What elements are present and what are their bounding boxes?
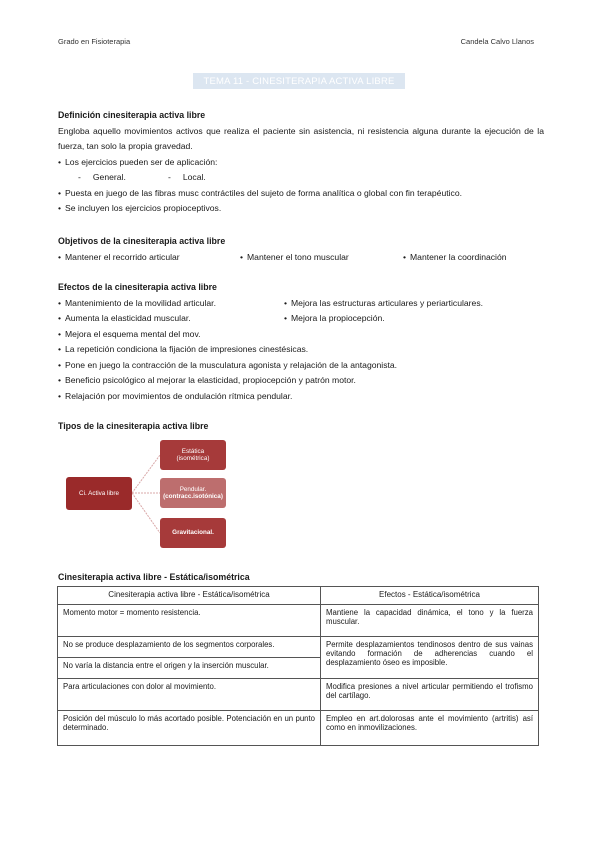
diagram-gravitacional: Gravitacional. xyxy=(160,518,226,548)
table-cell: Posición del músculo lo más acortado posible. Potenciación en un punto determinado. xyxy=(58,711,321,746)
definicion-text: Engloba aquello movimientos activos que realiza el paciente sin asistencia, ni resistencia alguna durante la ejecución de la fuerza, tan solo la propia gravedad. xyxy=(58,125,544,151)
objetivo-item: • Mantener la coordinación xyxy=(403,250,507,266)
table-header-row xyxy=(58,587,539,605)
sub-general: - General. xyxy=(78,170,168,186)
definicion-bullet-2: • Puesta en juego de las fibras musc contráctiles del sujeto de forma analítica o global con fin terapéutico. xyxy=(58,186,544,202)
header-right: Candela Calvo Llanos xyxy=(460,37,534,46)
efectos-heading: Efectos de la cinesiterapia activa libre xyxy=(58,282,217,292)
estatica-heading: Cinesiterapia activa libre - Estática/isométrica xyxy=(58,572,250,582)
efecto-item: • Aumenta la elasticidad muscular. xyxy=(58,311,284,327)
table-row xyxy=(58,605,539,637)
definicion-bullet-3: • Se incluyen los ejercicios propioceptivos. xyxy=(58,201,544,217)
page-title: TEMA 11 - CINESITERAPIA ACTIVA LIBRE xyxy=(193,73,405,89)
efecto-item: • Mejora las estructuras articulares y periarticulares. xyxy=(284,296,483,312)
definicion-section xyxy=(58,108,544,217)
table-cell: No varía la distancia entre el origen y la inserción muscular. xyxy=(58,658,321,679)
table-cell: No se produce desplazamiento de los segmentos corporales. xyxy=(58,637,321,658)
objetivo-item: • Mantener el recorrido articular xyxy=(58,250,240,266)
definicion-subitems xyxy=(58,170,544,186)
table-cell: Mantiene la capacidad dinámica, el tono y la fuerza muscular. xyxy=(321,605,539,637)
table-cell: Para articulaciones con dolor al movimiento. xyxy=(58,679,321,711)
efecto-item: • La repetición condiciona la fijación de impresiones cinestésicas. xyxy=(58,342,544,358)
diagram-root: Ci. Activa libre xyxy=(66,477,132,510)
table-cell: Permite desplazamientos tendinosos dentro de sus vainas evitando formación de adherencias cuando el desplazamiento óseo es imposible. xyxy=(321,637,539,679)
definicion-heading: Definición cinesiterapia activa libre xyxy=(58,110,206,120)
efectos-section xyxy=(58,280,544,404)
table-cell: Modifica presiones a nivel articular permitiendo el trofismo del cartílago. xyxy=(321,679,539,711)
efecto-item: • Mejora la propiocepción. xyxy=(284,311,385,327)
diagram-estatica: Estática (isométrica) xyxy=(160,440,226,470)
efecto-item: • Pone en juego la contracción de la musculatura agonista y relajación de la antagonista. xyxy=(58,358,544,374)
objetivos-heading: Objetivos de la cinesiterapia activa libre xyxy=(58,236,226,246)
efecto-item: • Beneficio psicológico al mejorar la elasticidad, propiocepción y patrón motor. xyxy=(58,373,544,389)
table-row xyxy=(58,711,539,746)
efecto-item: • Mejora el esquema mental del mov. xyxy=(58,327,544,343)
estatica-table xyxy=(57,586,539,746)
efecto-item: • Mantenimiento de la movilidad articular. xyxy=(58,296,284,312)
table-cell: Empleo en art.dolorosas ante el movimiento (artritis) así como en inmovilizaciones. xyxy=(321,711,539,746)
tipos-section xyxy=(58,419,544,435)
sub-local: - Local. xyxy=(168,170,258,186)
tipos-diagram xyxy=(58,440,258,552)
efecto-item: • Relajación por movimientos de ondulación rítmica pendular. xyxy=(58,389,544,405)
tipos-heading: Tipos de la cinesiterapia activa libre xyxy=(58,421,209,431)
definicion-bullet-1: • Los ejercicios pueden ser de aplicación: xyxy=(58,155,544,171)
objetivo-item: • Mantener el tono muscular xyxy=(240,250,403,266)
header-left: Grado en Fisioterapia xyxy=(58,37,131,46)
estatica-section xyxy=(58,570,544,586)
table-header: Efectos - Estática/isométrica xyxy=(321,587,539,605)
table-header: Cinesiterapia activa libre - Estática/isométrica xyxy=(58,587,321,605)
diagram-pendular: Pendular. (contracc.isotónica) xyxy=(160,478,226,508)
table-row xyxy=(58,679,539,711)
objetivos-section xyxy=(58,234,544,265)
table-cell: Momento motor = momento resistencia. xyxy=(58,605,321,637)
table-row xyxy=(58,637,539,658)
